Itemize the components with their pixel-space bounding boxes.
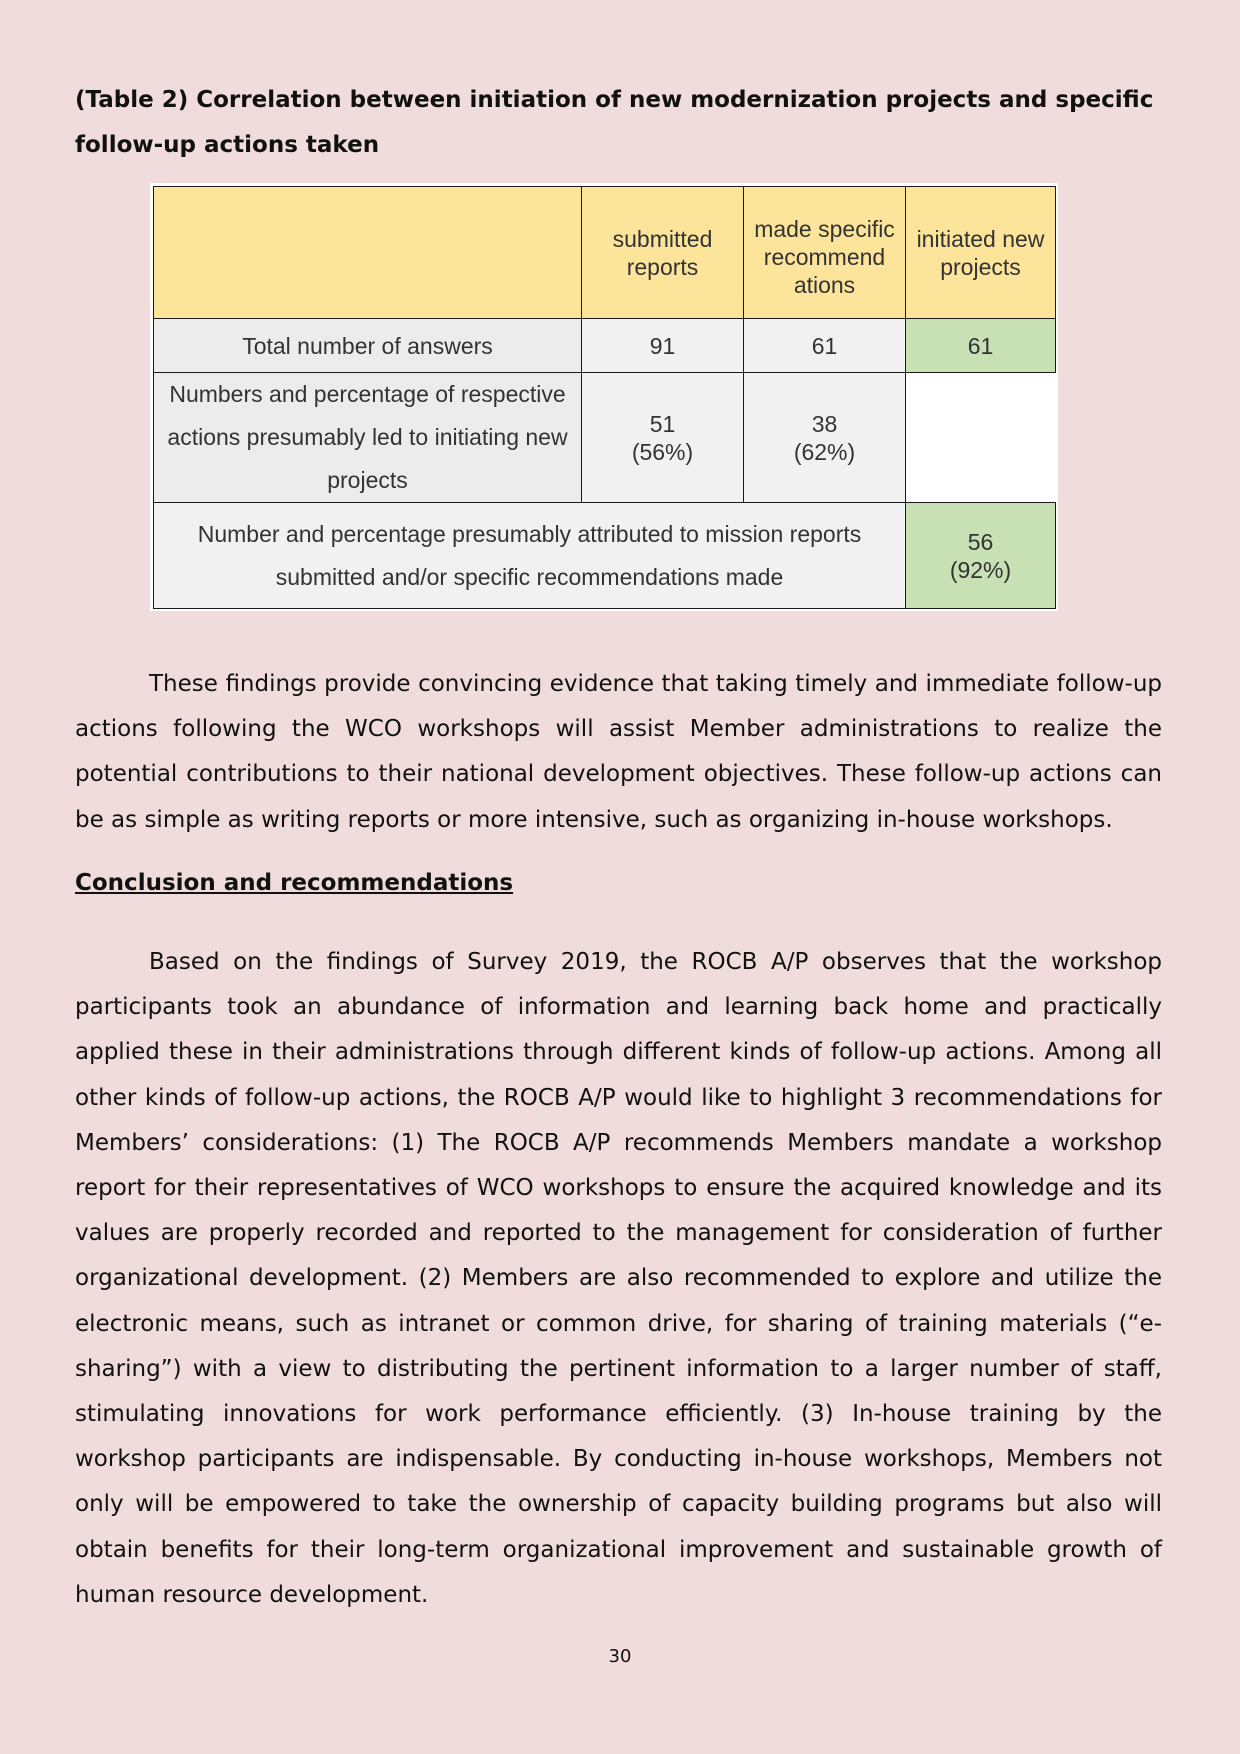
header-made-specific-recommendations: made specific recommend ations [744, 187, 906, 319]
cell-led-recommendations-percent: (62%) [793, 438, 856, 465]
cell-attributed-value: 56 [967, 528, 994, 555]
cell-total-initiated: 61 [906, 319, 1056, 373]
cell-attributed-percent: (92%) [949, 556, 1012, 583]
cell-led-submitted [582, 373, 744, 503]
header-submitted-reports: submitted reports [582, 187, 744, 319]
cell-led-submitted-percent: (56%) [631, 438, 694, 465]
cell-led-empty [906, 373, 1056, 503]
cell-led-submitted-value: 51 [649, 410, 676, 437]
correlation-table-container [150, 183, 1058, 611]
conclusion-paragraph: Based on the findings of Survey 2019, the ROCB A/P observes that the workshop participants took an abundance of information and learning back home and practically applied these in their administrations through different kinds of follow-up actions. Among all other kinds of follow-up actions, the ROCB A/P would like to highlight 3 recommendations for Members’ considerations: (1) The ROCB A/P recommends Members mandate a workshop report for their representatives of WCO workshops to ensure the acquired knowledge and its values are properly recorded and reported to the management for consideration of further organizational development. (2) Members are also recommended to explore and utilize the electronic means, such as intranet or common drive, for sharing of training materials (“e-sharing”) with a view to distributing the pertinent information to a larger number of staff, stimulating innovations for work performance efficiently. (3) In-house training by the workshop participants are indispensable. By conducting in-house workshops, Members not only will be empowered to take the ownership of capacity building programs but also will obtain benefits for their long-term organizational improvement and sustainable growth of human resource development. [75, 949, 1162, 1608]
row-label-attributed: Number and percentage presumably attributed to mission reports submitted and/or specific recommendations made [197, 520, 862, 590]
cell-total-submitted: 91 [582, 319, 744, 373]
findings-paragraph: These findings provide convincing evidence that taking timely and immediate follow-up actions following the WCO workshops will assist Member administrations to realize the potential contributions to their national development objectives. These follow-up actions can be as simple as writing reports or more intensive, such as organizing in-house workshops. [75, 671, 1162, 833]
cell-total-recommendations: 61 [744, 319, 906, 373]
correlation-table [153, 186, 1056, 609]
cell-attributed [906, 503, 1056, 609]
table-caption-line-1: (Table 2) Correlation between initiation of new modernization projects and specific [75, 87, 1154, 113]
table-row-led-to-projects [154, 373, 1056, 503]
table-caption-line-2: follow-up actions taken [75, 132, 380, 158]
row-label-led-to-projects: Numbers and percentage of respective actions presumably led to initiating new projects [167, 381, 568, 493]
section-heading: Conclusion and recommendations [75, 870, 514, 896]
table-header-row [154, 187, 1056, 319]
table-caption [75, 78, 1175, 168]
page-number: 30 [608, 1646, 632, 1667]
table-row-attributed [154, 503, 1056, 609]
row-label-total: Total number of answers [154, 319, 582, 373]
cell-led-recommendations [744, 373, 906, 503]
cell-led-recommendations-value: 38 [811, 410, 838, 437]
header-empty-cell [154, 187, 582, 319]
header-initiated-new-projects: initiated new projects [906, 187, 1056, 319]
table-row-total [154, 319, 1056, 373]
